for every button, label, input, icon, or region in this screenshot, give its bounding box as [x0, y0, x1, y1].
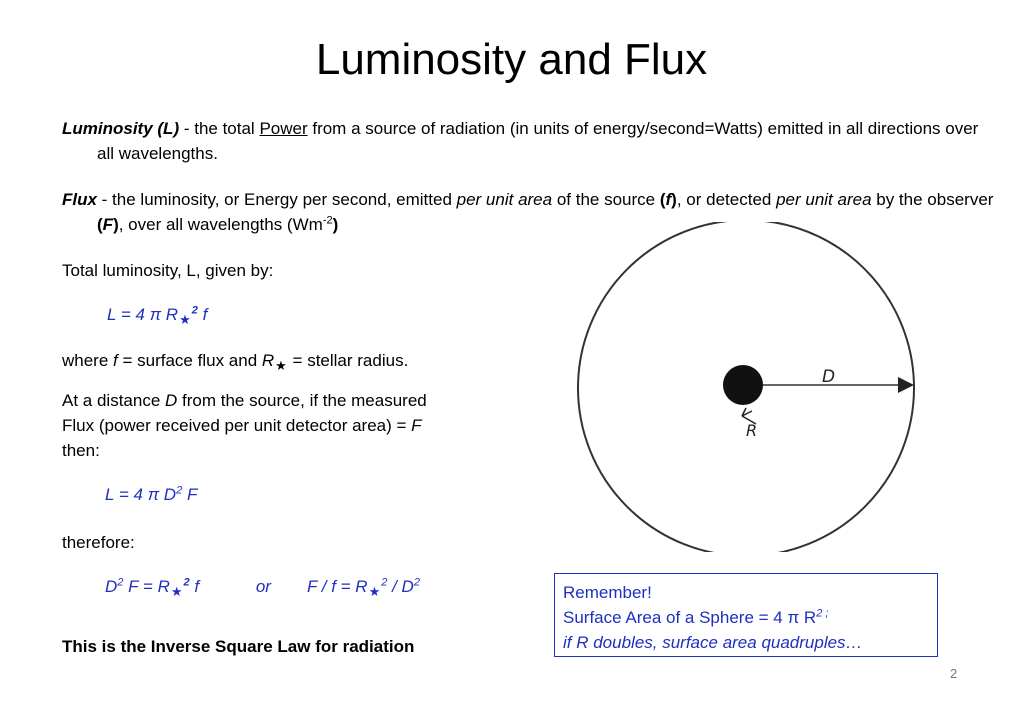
flux-text-5: , over all wavelengths (Wm [118, 215, 323, 234]
callout-exponent: 2 ; [816, 607, 829, 620]
paren-close-1: ) [671, 190, 677, 209]
distance-l3: then: [62, 441, 100, 460]
luminosity-equation [107, 302, 207, 328]
star-icon: ★ [170, 584, 183, 599]
eq3-c: f [189, 577, 200, 596]
callout-line-2 [563, 605, 929, 630]
distance-F: F [411, 416, 422, 435]
luminosity-text-1: - the total [179, 119, 260, 138]
where-text [62, 348, 408, 374]
eq1-rhs: f [202, 305, 208, 324]
eq3-a-exp: 2 [117, 576, 124, 589]
eq3-or: or [255, 577, 271, 596]
flux-term: Flux [62, 190, 97, 209]
eq2-rhs: F [182, 485, 198, 504]
eq3-e: / D [387, 577, 414, 596]
eq3-a: D [105, 577, 118, 596]
paren-open-1: ( [659, 190, 666, 209]
observed-flux-symbol: F [102, 215, 114, 234]
where-pre: where [62, 351, 114, 370]
surface-flux-symbol: f [665, 190, 672, 209]
distance-l1a: At a distance [62, 391, 166, 410]
distance-l2a: Flux (power received per unit detector area) = [62, 416, 412, 435]
callout-line-3: if R doubles, surface area quadruples… [563, 633, 863, 652]
flux-text-2: of the source [552, 190, 660, 209]
distance-text [62, 388, 482, 463]
star-icon: ★ [179, 312, 191, 327]
per-unit-area-1: per unit area [456, 190, 553, 209]
star-source [723, 365, 763, 405]
paren-open-2: ( [97, 215, 103, 234]
eq3-e-exp: 2 [413, 576, 420, 589]
inverse-square-law-text [62, 634, 414, 659]
distance-arrow-head [898, 377, 914, 393]
eq3-b: F = R [123, 577, 170, 596]
total-luminosity-text: Total luminosity, L, given by: [62, 261, 274, 280]
sphere-diagram [560, 222, 930, 552]
luminosity-text-2: from a source of radiation (in units of energy/second=Watts) emitted in all directions over all wavelengths. [97, 119, 979, 163]
eq3-d: F / f = R [306, 577, 368, 596]
inverse-square-equation [105, 574, 525, 600]
flux-text-4: by the observer [871, 190, 994, 209]
distance-label: D [822, 367, 836, 387]
radius-label: R [746, 421, 758, 440]
eq1-lhs: L = 4 π R [107, 305, 179, 324]
star-icon: ★ [275, 358, 287, 373]
eq2-lhs: L = 4 π D [105, 485, 177, 504]
therefore-text: therefore: [62, 533, 135, 552]
units-exponent: -2 [322, 214, 333, 227]
distance-equation [105, 482, 197, 507]
distance-l1b: from the source, if the measured [177, 391, 427, 410]
where-f: f [113, 351, 118, 370]
paren-close-2: ) [113, 215, 119, 234]
distance-D: D [165, 391, 178, 410]
where-post: = stellar radius. [287, 351, 409, 370]
luminosity-term: Luminosity (L) [62, 119, 180, 138]
page-number: 2 [950, 666, 958, 681]
eq3-b-exp: 2 [183, 576, 190, 589]
eq1-exponent: 2 [191, 304, 198, 317]
star-icon: ★ [368, 584, 381, 599]
remember-callout [554, 573, 938, 657]
eq3-d-exp: 2 [381, 576, 388, 589]
where-R: R [261, 351, 275, 370]
paren-close-3: ) [332, 215, 339, 234]
per-unit-area-2: per unit area [776, 190, 872, 209]
slide-title: Luminosity and Flux [315, 35, 708, 84]
eq2-exponent: 2 [176, 484, 183, 497]
callout-line-2-text: Surface Area of a Sphere = 4 π R [563, 608, 817, 627]
where-mid: = surface flux and [117, 351, 262, 370]
flux-text-1: - the luminosity, or Energy per second, emitted [96, 190, 457, 209]
law-text: This is the Inverse Square Law for radiation [62, 637, 415, 656]
flux-text-3: , or detected [676, 190, 777, 209]
callout-line-1: Remember! [563, 583, 652, 602]
power-term: Power [259, 119, 308, 138]
luminosity-definition [62, 116, 997, 166]
